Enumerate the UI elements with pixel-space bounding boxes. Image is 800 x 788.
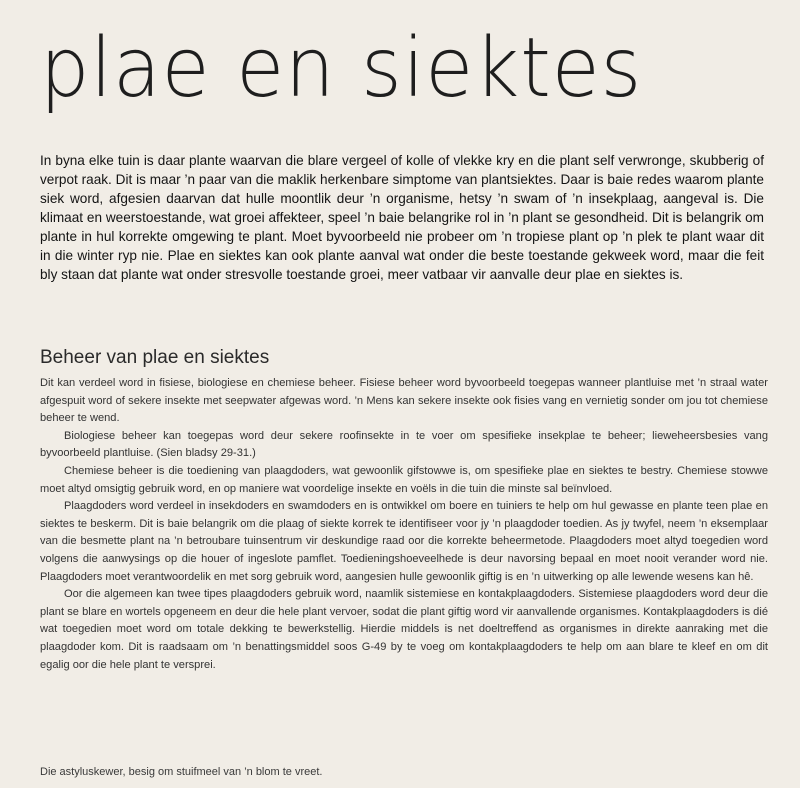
body-paragraph: Chemiese beheer is die toediening van plaagdoders, wat gewoonlik gifstowwe is, om spesifieke plae en siektes te bestry. Chemiese stowwe moet altyd omsigtig gebruik word, en op maniere wat voordelige insekte en voëls in die tuin die minste sal beïnvloed. [40,464,768,495]
body-paragraph: Biologiese beheer kan toegepas word deur sekere roofinsekte in te voer om spesifieke insekplae te beheer; lieweheersbesies vang byvoorbeeld plantluise. (Sien bladsy 29-31.) [40,429,768,460]
body-paragraph: Oor die algemeen kan twee tipes plaagdoders gebruik word, naamlik sistemiese en kontakplaagdoders. Sistemiese plaagdoders word deur die plant se blare en wortels opgeneem en deur die hele plant vervoer, sodat die plant giftig word vir aanvallende organismes. Kontakplaagdoders is dié wat toegedien moet word om totale dekking te bewerkstellig. Hierdie middels is net doeltreffend as organismes in direkte aanraking met die plaagdoder kom. Dit is raadsaam om ’n benattingsmiddel soos G-49 by te voeg om kontakplaagdoders te help om aan blare te kleef en om dit egalig oor die hele plant te versprei. [40,588,768,671]
body-paragraph: Dit kan verdeel word in fisiese, biologiese en chemiese beheer. Fisiese beheer word byvoorbeeld toegepas wanneer plantluise met ’n straal water afgespuit word of sekere insekte met seepwater afgewas word. ’n Mens kan sekere insekte ook fisies vang en vernietig sonder om jou tot chemiese beheer te wend. [40,377,768,425]
body-paragraph: Plaagdoders word verdeel in insekdoders en swamdoders en is ontwikkel om boere en tuiniers te help om hul gewasse en plante teen plae en siektes te beskerm. Dit is baie belangrik om die plaag of siekte korrek te identifiseer voor jy ’n plaagdoder toedien. As jy twyfel, neem ’n eksemplaar van die besmette plant na ’n betroubare tuinsentrum vir deskundige raad oor die korrekte beheermetode. Plaagdoders moet altyd toegedien word volgens die aanwysings op die houer of ingeslote pamflet. Toedieningshoeveelhede is deur navorsing bepaal en moet nooit verander word nie. Plaagdoders moet verantwoordelik en met sorg gebruik word, aangesien hulle gewoonlik giftig is en ’n uitwerking op alle lewende wesens kan hê. [40,500,768,583]
section-heading: Beheer van plae en siektes [40,347,270,368]
image-caption: Die astyluskewer, besig om stuifmeel van ’n blom te vreet. [40,766,323,778]
section-body [40,375,768,674]
page-title: plae en siektes [40,21,643,116]
intro-paragraph: In byna elke tuin is daar plante waarvan die blare vergeel of kolle of vlekke kry en die plant self verwronge, skubberig of verpot raak. Dit is maar ’n paar van die maklik herkenbare simptome van plantsiektes. Daar is baie redes waarom plante siek word, afgesien daarvan dat hulle moontlik deur ’n organisme, hetsy ’n swam of ’n insekplaag, aangeval is. Die klimaat en weerstoestande, wat groei affekteer, speel ’n baie belangrike rol in ’n plant se gesondheid. Dit is belangrik om plante in hul korrekte omgewing te plant. Moet byvoorbeeld nie probeer om ’n tropiese plant op ’n plek te plant waar dit in die winter ryp nie. Plae en siektes kan ook plante aanval wat onder die beste toestande gekweek word, maar die feit bly staan dat plante wat onder stresvolle toestande groei, meer vatbaar vir aanvalle deur plae en siektes is. [40,153,764,282]
